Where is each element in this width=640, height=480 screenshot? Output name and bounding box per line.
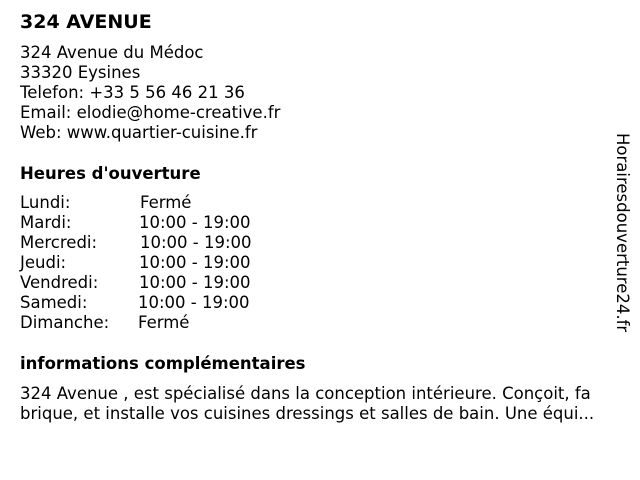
time-value: 10:00 - 19:00 [139,213,251,232]
time-value: Fermé [138,313,190,332]
time-value: 10:00 - 19:00 [139,273,251,292]
day-label: Mercredi: [20,233,98,252]
brand-vertical-text: Horairesdouverture24.fr [613,133,632,333]
day-label: Jeudi: [20,253,67,272]
description-line-2: brique, et installe vos cuisines dressings et salles de bain. Une équi... [20,404,595,423]
brand-vertical [612,133,634,348]
hours-row-saturday [20,293,320,313]
time-value: 10:00 - 19:00 [139,253,251,272]
time-value: 10:00 - 19:00 [138,293,250,312]
day-label: Lundi: [20,193,71,212]
email-text: Email: elodie@home-creative.fr [20,103,281,122]
hours-row-wednesday [20,233,320,253]
hours-row-tuesday [20,213,320,233]
day-label: Dimanche: [20,313,110,332]
day-label: Mardi: [20,213,72,232]
day-label: Vendredi: [20,273,99,292]
hours-table [20,193,320,333]
hours-row-friday [20,273,320,293]
day-label: Samedi: [20,293,88,312]
address-line-2: 33320 Eysines [20,63,141,82]
description-text [20,384,630,424]
time-value: 10:00 - 19:00 [140,233,252,252]
hours-row-monday [20,193,320,213]
description-line-1: 324 Avenue , est spécialisé dans la conception intérieure. Conçoit, fa [20,384,591,403]
contact-block [20,43,280,143]
hours-row-sunday [20,313,320,333]
address-line-1: 324 Avenue du Médoc [20,43,204,62]
web-text: Web: www.quartier-cuisine.fr [20,123,258,142]
hours-heading: Heures d'ouverture [20,164,201,183]
time-value: Fermé [140,193,192,212]
business-name: 324 AVENUE [20,11,152,33]
hours-row-thursday [20,253,320,273]
info-heading: informations complémentaires [20,354,306,373]
phone-text: Telefon: +33 5 56 46 21 36 [20,83,245,102]
